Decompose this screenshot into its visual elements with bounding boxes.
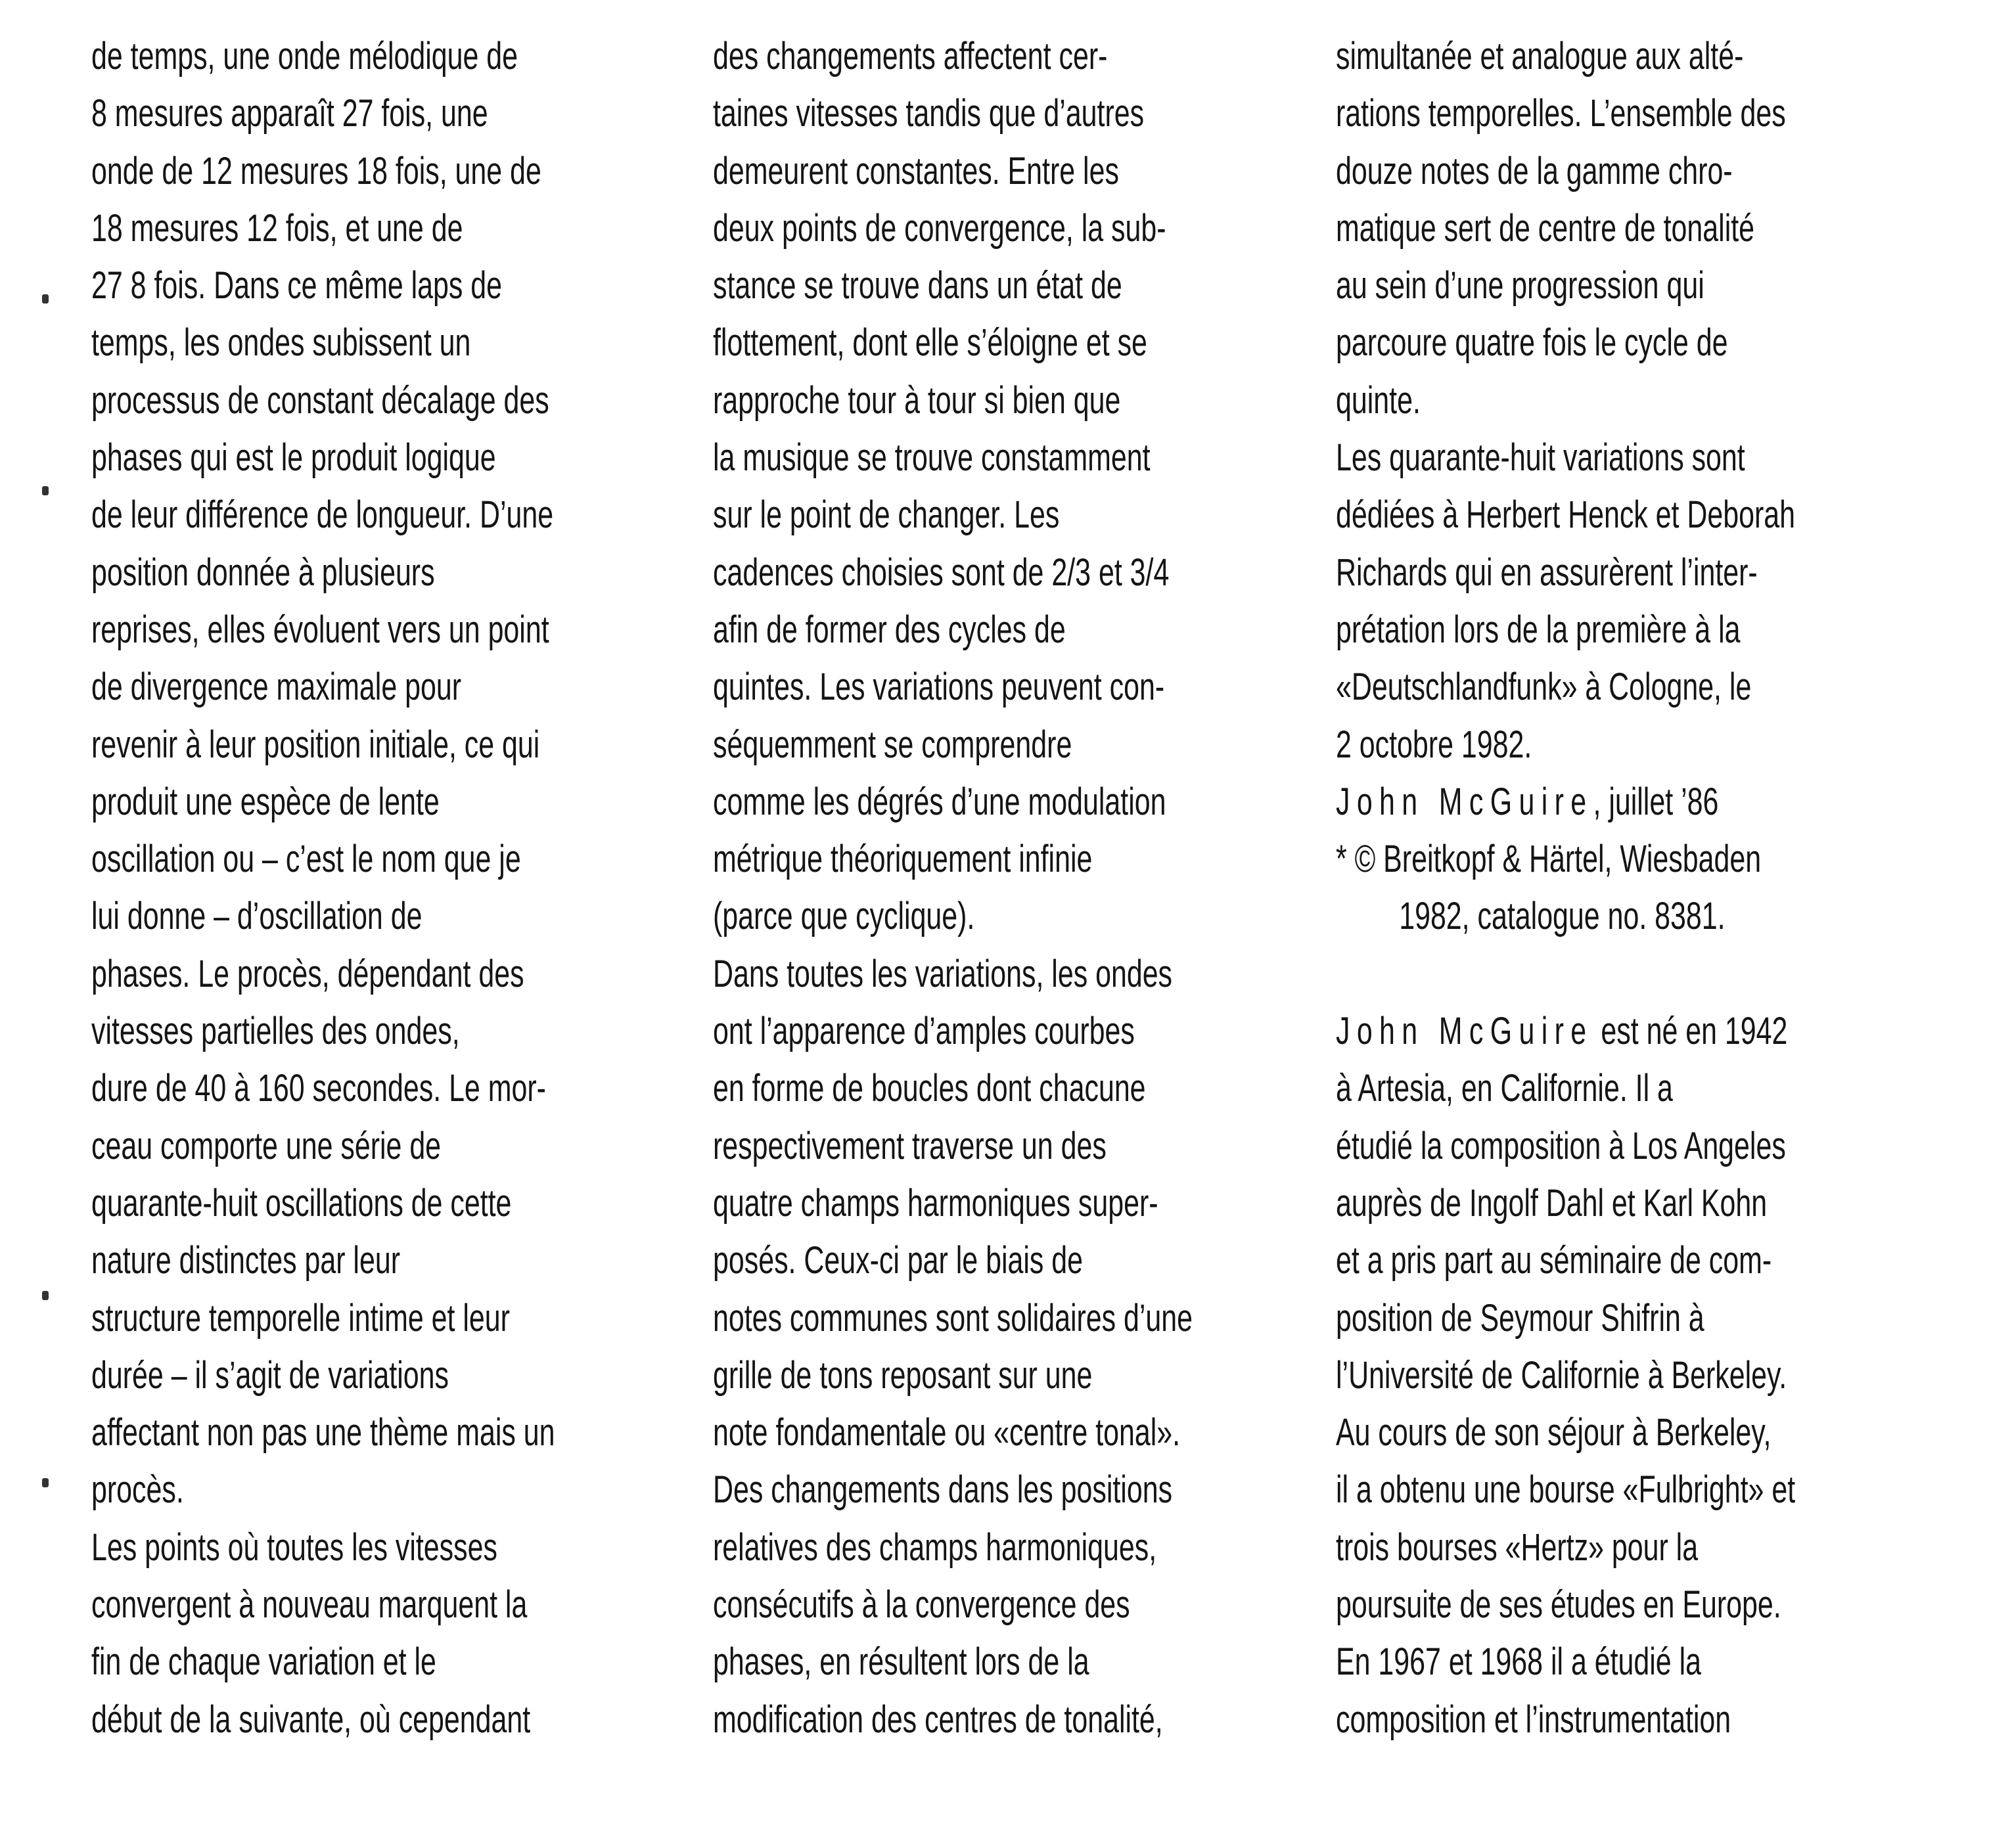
text-line: temps, les ondes subissent un [91, 321, 471, 365]
signature-date: , juillet ’86 [1593, 780, 1719, 823]
text-line: il a obtenu une bourse «Fulbright» et [1336, 1468, 1796, 1512]
text-line: dédiées à Herbert Henck et Deborah [1336, 493, 1796, 537]
text-line: ont l’apparence d’amples courbes [713, 1010, 1135, 1053]
text-line: Richards qui en assurèrent l’inter- [1336, 551, 1758, 594]
bio-name: John McGuire [1336, 1010, 1593, 1053]
bio-first-line [1336, 1003, 1788, 1060]
scan-mark [42, 1291, 49, 1300]
text-line: prétation lors de la première à la [1336, 608, 1741, 651]
text-line: respectivement traverse un des [713, 1124, 1107, 1167]
text-line: quatre champs harmoniques super- [713, 1181, 1158, 1225]
text-line: au sein d’une progression qui [1336, 264, 1704, 307]
text-line: affectant non pas une thème mais un [91, 1411, 555, 1454]
text-line: phases, en résultent lors de la [713, 1640, 1089, 1684]
text-line: Les quarante-huit variations sont [1336, 436, 1745, 480]
text-line: deux points de convergence, la sub- [713, 206, 1166, 250]
text-line: trois bourses «Hertz» pour la [1336, 1525, 1699, 1569]
text-line: cadences choisies sont de 2/3 et 3/4 [713, 551, 1170, 594]
text-line: dure de 40 à 160 secondes. Le mor- [91, 1067, 546, 1110]
text-line: phases qui est le produit logique [91, 436, 496, 480]
text-line: étudié la composition à Los Angeles [1336, 1124, 1786, 1167]
text-line: séquemment se comprendre [713, 723, 1072, 766]
text-line: rations temporelles. L’ensemble des [1336, 92, 1786, 135]
text-line: vitesses partielles des ondes, [91, 1010, 460, 1053]
text-line: 18 mesures 12 fois, et une de [91, 206, 463, 250]
text-line: fin de chaque variation et le [91, 1640, 436, 1684]
text-line: oscillation ou – c’est le nom que je [91, 838, 521, 881]
text-line: des changements affectent cer- [713, 35, 1108, 78]
text-column-1 [91, 28, 637, 1748]
text-line: de divergence maximale pour [91, 665, 462, 709]
text-line: quarante-huit oscillations de cette [91, 1181, 512, 1225]
text-line: quintes. Les variations peuvent con- [713, 665, 1165, 709]
text-line: en forme de boucles dont chacune [713, 1067, 1146, 1110]
text-line: quinte. [1336, 378, 1421, 422]
spacer [1336, 945, 1881, 1003]
text-line: durée – il s’agit de variations [91, 1353, 449, 1397]
text-line: relatives des champs harmoniques, [713, 1525, 1157, 1569]
text-line: matique sert de centre de tonalité [1336, 206, 1755, 250]
text-line: de temps, une onde mélodique de [91, 35, 518, 78]
text-line: Au cours de son séjour à Berkeley, [1336, 1411, 1772, 1454]
text-line: reprises, elles évoluent vers un point [91, 608, 549, 651]
signature-line [1336, 773, 1739, 830]
text-line: structure temporelle intime et leur [91, 1296, 510, 1340]
text-line: position donnée à plusieurs [91, 551, 435, 594]
text-line: afin de former des cycles de [713, 608, 1066, 651]
text-line: taines vitesses tandis que d’autres [713, 92, 1145, 135]
scan-mark [42, 486, 49, 495]
text-line: de leur différence de longueur. D’une [91, 493, 554, 537]
text-line: (parce que cyclique). [713, 895, 975, 938]
text-line: l’Université de Californie à Berkeley. [1336, 1353, 1787, 1397]
text-line: comme les dégrés d’une modulation [713, 780, 1166, 823]
text-line: 8 mesures apparaît 27 fois, une [91, 92, 488, 135]
text-line: nature distinctes par leur [91, 1239, 400, 1282]
text-line: posés. Ceux-ci par le biais de [713, 1239, 1084, 1282]
text-line: En 1967 et 1968 il a étudié la [1336, 1640, 1702, 1684]
text-line: notes communes sont solidaires d’une [713, 1296, 1193, 1340]
text-column-3 [1336, 28, 1881, 1748]
footnote-line: * © Breitkopf & Härtel, Wiesbaden [1336, 838, 1762, 881]
text-line: «Deutschlandfunk» à Cologne, le [1336, 665, 1752, 709]
text-column-2 [713, 28, 1258, 1748]
signature-name: John McGuire [1336, 780, 1593, 823]
text-line: métrique théoriquement infinie [713, 838, 1093, 881]
scan-mark [42, 294, 49, 304]
text-line: processus de constant décalage des [91, 378, 549, 422]
scan-mark [42, 1478, 49, 1487]
text-line: parcoure quatre fois le cycle de [1336, 321, 1728, 365]
text-line: grille de tons reposant sur une [713, 1353, 1093, 1397]
text-line: ceau comporte une série de [91, 1124, 442, 1167]
text-line: produit une espèce de lente [91, 780, 440, 823]
text-line: note fondamentale ou «centre tonal». [713, 1411, 1181, 1454]
text-line: début de la suivante, où cependant [91, 1698, 531, 1741]
text-line: position de Seymour Shifrin à [1336, 1296, 1704, 1340]
text-line: auprès de Ingolf Dahl et Karl Kohn [1336, 1181, 1768, 1225]
text-line: stance se trouve dans un état de [713, 264, 1122, 307]
bio-first-line-text: est né en 1942 [1593, 1010, 1788, 1053]
text-line: demeurent constantes. Entre les [713, 149, 1119, 192]
text-line: rapproche tour à tour si bien que [713, 378, 1121, 422]
text-line: simultanée et analogue aux alté- [1336, 35, 1744, 78]
text-line: onde de 12 mesures 18 fois, une de [91, 149, 541, 192]
text-line: lui donne – d’oscillation de [91, 895, 423, 938]
text-line: à Artesia, en Californie. Il a [1336, 1067, 1673, 1110]
text-line: Les points où toutes les vitesses [91, 1525, 497, 1569]
text-line: poursuite de ses études en Europe. [1336, 1583, 1781, 1627]
text-line: composition et l’instrumentation [1336, 1698, 1731, 1741]
text-line: flottement, dont elle s’éloigne et se [713, 321, 1147, 365]
text-line: et a pris part au séminaire de com- [1336, 1239, 1772, 1282]
footnote-line: 1982, catalogue no. 8381. [1399, 895, 1726, 938]
text-line: consécutifs à la convergence des [713, 1583, 1130, 1627]
text-line: douze notes de la gamme chro- [1336, 149, 1733, 192]
text-line: la musique se trouve constamment [713, 436, 1151, 480]
text-line: procès. [91, 1468, 184, 1512]
text-line: Des changements dans les positions [713, 1468, 1173, 1512]
text-line: convergent à nouveau marquent la [91, 1583, 528, 1627]
text-line: 2 octobre 1982. [1336, 723, 1532, 766]
text-line: 27 8 fois. Dans ce même laps de [91, 264, 503, 307]
text-line: Dans toutes les variations, les ondes [713, 952, 1173, 995]
text-line: sur le point de changer. Les [713, 493, 1060, 537]
text-line: phases. Le procès, dépendant des [91, 952, 524, 995]
text-line: modification des centres de tonalité, [713, 1698, 1163, 1741]
text-line: revenir à leur position initiale, ce qui [91, 723, 540, 766]
